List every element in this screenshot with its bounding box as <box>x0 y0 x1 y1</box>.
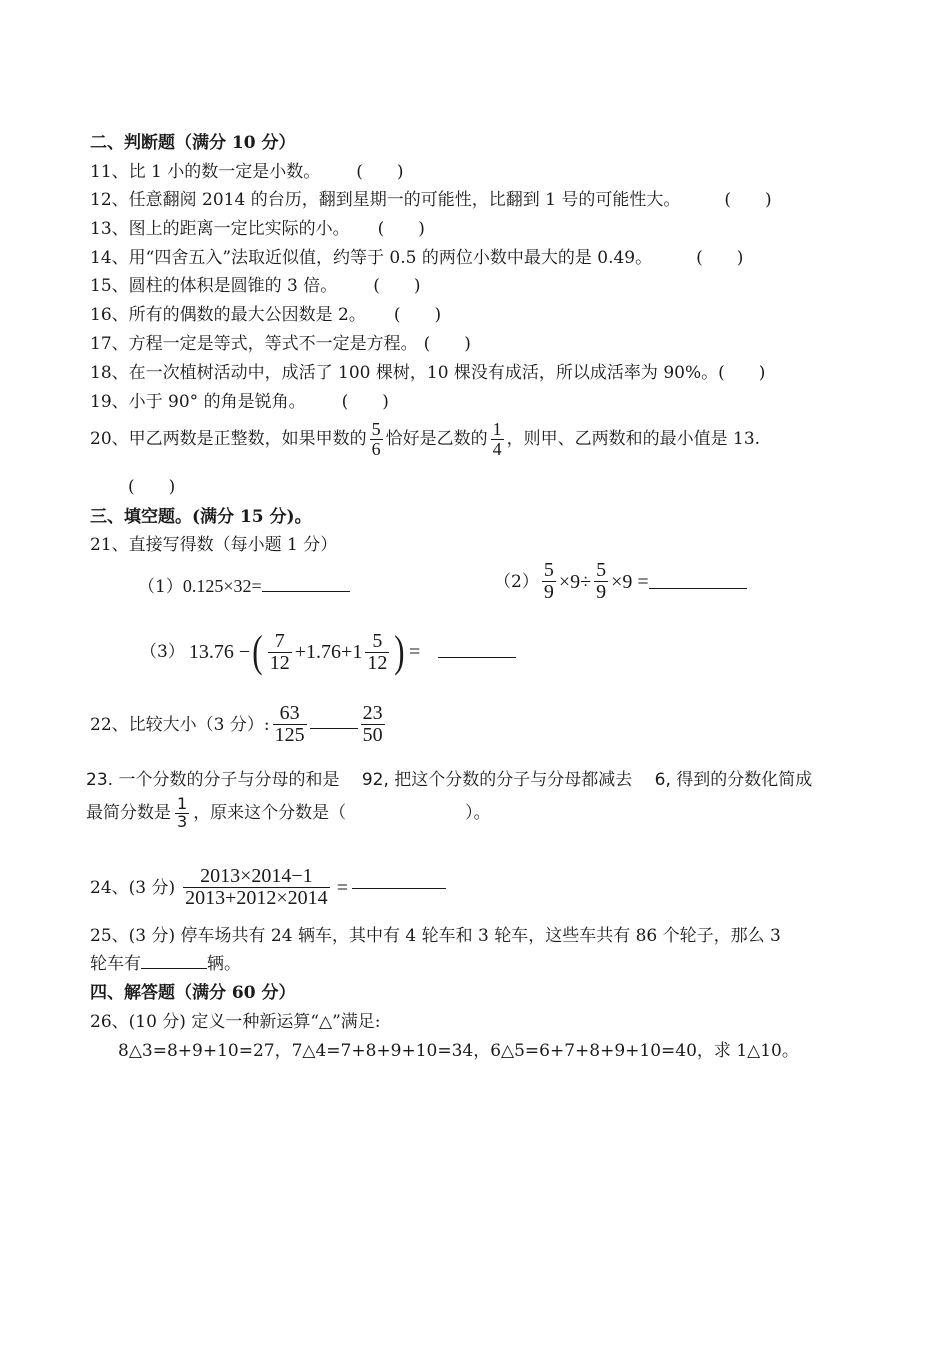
answer-blank <box>649 588 747 589</box>
denominator: 2013+2012×2014 <box>185 887 328 909</box>
answer-paren: ( ) <box>724 190 772 210</box>
question-text-a: 最简分数是 <box>86 803 171 824</box>
answer-blank <box>310 728 358 729</box>
fraction-5-9 <box>594 560 608 603</box>
question-25-line-2 <box>90 953 241 975</box>
question-25-line-1: 25、(3 分) 停车场共有 24 辆车，其中有 4 轮车和 3 轮车，这些车共有 86 个轮子，那么 3 <box>90 926 781 946</box>
numerator: 23 <box>362 702 383 724</box>
denominator: 12 <box>367 651 388 674</box>
denominator: 9 <box>543 581 554 603</box>
question-text: 19、小于 90° 的角是锐角。 <box>90 392 306 412</box>
fraction-5-12 <box>365 631 389 674</box>
equals-sign: = <box>408 641 421 663</box>
question-21-part-1 <box>138 575 350 598</box>
answer-paren: ( ) <box>423 334 471 354</box>
answer-paren: ( ) <box>356 162 404 182</box>
left-paren: ( <box>252 627 263 676</box>
question-text-a: 20、甲乙两数是正整数，如果甲数的 <box>90 429 367 450</box>
fraction-7-12 <box>268 631 292 674</box>
question-22 <box>90 703 388 746</box>
numerator: 2013×2014−1 <box>200 865 313 887</box>
part-label: （2） <box>494 571 539 592</box>
answer-blank <box>438 657 516 658</box>
question-text: 13、图上的距离一定比实际的小。 <box>90 219 350 239</box>
question-text: 18、在一次植树活动中，成活了 100 棵树，10 棵没有成活，所以成活率为 90%。 <box>90 363 719 383</box>
section-2-title: 二、判断题（满分 10 分） <box>90 133 296 153</box>
question-text-b: 恰好是乙数的 <box>385 429 488 450</box>
question-text: 12、任意翻阅 2014 的台历，翻到星期一的可能性，比翻到 1 号的可能性大。 <box>90 190 681 210</box>
question-19 <box>90 391 389 413</box>
equals-sign: = <box>336 876 348 899</box>
answer-paren: ( ) <box>718 363 766 383</box>
answer-blank <box>262 591 350 592</box>
part-label: （1） <box>138 577 183 597</box>
question-text-b: ，原来这个分数是（ ）。 <box>193 803 491 824</box>
section-3-title: 三、填空题。(满分 15 分)。 <box>90 507 312 527</box>
question-11 <box>90 161 404 183</box>
question-label: 22、比较大小（3 分）: <box>90 714 270 735</box>
operator: ×9 = <box>611 570 649 593</box>
answer-paren: ( ) <box>377 219 425 239</box>
fraction-23-50 <box>361 703 385 746</box>
answer-paren: ( ) <box>393 305 442 325</box>
denominator: 50 <box>362 724 383 746</box>
answer-paren: ( ) <box>128 477 176 497</box>
question-13 <box>90 218 425 240</box>
answer-paren: ( ) <box>373 276 421 296</box>
part-label: （3） <box>140 642 185 662</box>
fraction-5-6 <box>370 420 383 459</box>
question-text-b: 辆。 <box>207 954 241 974</box>
answer-blank <box>141 968 207 969</box>
question-text: 11、比 1 小的数一定是小数。 <box>90 162 321 182</box>
question-18 <box>90 362 765 384</box>
question-text: 16、所有的偶数的最大公因数是 2。 <box>90 305 366 325</box>
right-paren: ) <box>394 627 405 676</box>
denominator: 6 <box>371 438 381 459</box>
question-20 <box>90 420 760 459</box>
denominator: 9 <box>596 581 607 603</box>
question-26-line-2: 8△3=8+9+10=27，7△4=7+8+9+10=34，6△5=6+7+8+9+10=40，求 1△10。 <box>118 1041 799 1061</box>
question-23-line-1: 23. 一个分数的分子与分母的和是 92, 把这个分数的分子与分母都减去 6, 得到的分数化简成 <box>86 770 813 790</box>
question-text: 14、用“四舍五入”法取近似值，约等于 0.5 的两位小数中最大的是 0.49。 <box>90 248 653 268</box>
numerator: 5 <box>543 559 554 581</box>
section-4-title: 四、解答题（满分 60 分） <box>90 983 296 1003</box>
question-12 <box>90 189 772 211</box>
fraction-1-3 <box>175 796 189 831</box>
fraction-expression <box>183 866 330 909</box>
numerator: 5 <box>371 419 381 439</box>
numerator: 5 <box>372 629 383 652</box>
question-text-a: 轮车有 <box>90 954 141 974</box>
question-14 <box>90 247 743 269</box>
question-26-line-1: 26、(10 分) 定义一种新运算“△”满足: <box>90 1012 381 1032</box>
answer-paren: ( ) <box>696 248 744 268</box>
denominator: 12 <box>269 651 290 674</box>
operator: ×9÷ <box>558 570 592 593</box>
answer-blank <box>352 888 446 889</box>
denominator: 4 <box>492 438 502 459</box>
numerator: 5 <box>596 559 607 581</box>
expression: 0.125×32= <box>182 576 262 596</box>
question-15 <box>90 275 421 297</box>
numerator: 1 <box>492 419 502 439</box>
question-24 <box>90 866 446 909</box>
numerator: 7 <box>274 629 285 652</box>
fraction-5-9 <box>542 560 556 603</box>
fraction-63-125 <box>273 703 307 746</box>
fraction-1-4 <box>491 420 504 459</box>
answer-paren: ( ) <box>341 392 389 412</box>
expression-b: +1.76+1 <box>294 641 363 663</box>
question-label: 24、(3 分) <box>90 877 176 898</box>
numerator: 1 <box>177 794 188 813</box>
question-text-c: ，则甲、乙两数和的最小值是 13. <box>506 429 761 450</box>
question-21-part-2 <box>494 560 747 603</box>
question-23-line-2 <box>86 796 491 831</box>
question-text: 17、方程一定是等式，等式不一定是方程。 <box>90 334 418 354</box>
expression-a: 13.76 − <box>188 641 251 663</box>
numerator: 63 <box>279 702 300 724</box>
denominator: 3 <box>177 811 188 831</box>
question-text: 15、圆柱的体积是圆锥的 3 倍。 <box>90 276 338 296</box>
question-17 <box>90 333 471 355</box>
question-21-part-3 <box>140 627 516 676</box>
question-21-title: 21、直接写得数（每小题 1 分） <box>90 535 338 555</box>
question-16 <box>90 304 441 326</box>
denominator: 125 <box>274 724 305 746</box>
